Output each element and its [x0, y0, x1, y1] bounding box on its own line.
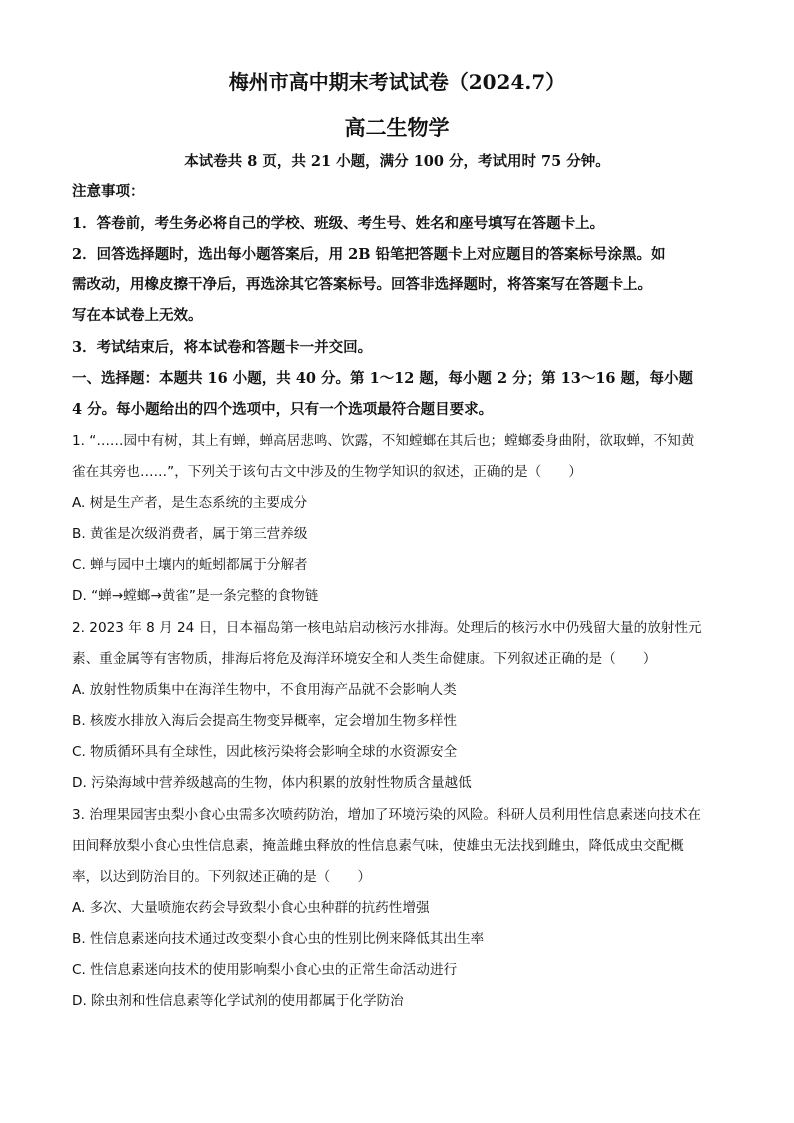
question-3-option-a: A. 多次、大量喷施农药会导致梨小食心虫种群的抗药性增强: [72, 900, 430, 916]
notice-item-1: 1．答卷前，考生务必将自己的学校、班级、考生号、姓名和座号填写在答题卡上。: [72, 215, 605, 232]
question-2-stem-line-1: 2. 2023 年 8 月 24 日，日本福岛第一核电站启动核污水排海。处理后的核污水中仍残留大量的放射性元: [72, 620, 702, 636]
notice-heading: 注意事项：: [72, 183, 145, 200]
question-3-option-d: D. 除虫剂和性信息素等化学试剂的使用都属于化学防治: [72, 993, 404, 1009]
notice-item-2-line-1: 2．回答选择题时，选出每小题答案后，用 2B 铅笔把答题卡上对应题目的答案标号涂黑。如: [72, 246, 666, 263]
question-1-option-b: B. 黄雀是次级消费者，属于第三营养级: [72, 526, 308, 542]
question-1-stem-line-2: 雀在其旁也……”，下列关于该句古文中涉及的生物学知识的叙述，正确的是（ ）: [72, 464, 583, 480]
exam-title: 梅州市高中期末考试试卷（2024.7）: [228, 70, 566, 94]
question-3-option-c: C. 性信息素迷向技术的使用影响梨小食心虫的正常生命活动进行: [72, 962, 458, 978]
question-3-stem-line-1: 3. 治理果园害虫梨小食心虫需多次喷药防治，增加了环境污染的风险。科研人员利用性信息素迷向技术在: [72, 807, 702, 823]
section-1-heading-line-1: 一、选择题：本题共 16 小题，共 40 分。第 1～12 题，每小题 2 分；第 13～16 题，每小题: [72, 370, 694, 387]
notice-item-3: 3．考试结束后，将本试卷和答题卡一并交回。: [72, 339, 373, 356]
question-2-option-b: B. 核废水排放入海后会提高生物变异概率，定会增加生物多样性: [72, 713, 457, 729]
section-1-heading-line-2: 4 分。每小题给出的四个选项中，只有一个选项最符合题目要求。: [72, 401, 494, 418]
question-1-option-a: A. 树是生产者，是生态系统的主要成分: [72, 495, 308, 511]
question-1-option-c: C. 蝉与园中土壤内的蚯蚓都属于分解者: [72, 557, 308, 573]
exam-subject: 高二生物学: [344, 115, 450, 140]
question-1-option-d: D. “蝉→螳螂→黄雀”是一条完整的食物链: [72, 588, 319, 604]
question-2-option-c: C. 物质循环具有全球性，因此核污染将会影响全球的水资源安全: [72, 744, 458, 760]
question-2-option-d: D. 污染海域中营养级越高的生物，体内积累的放射性物质含量越低: [72, 775, 472, 791]
notice-item-2-line-2: 需改动，用橡皮擦干净后，再选涂其它答案标号。回答非选择题时，将答案写在答题卡上。: [72, 276, 652, 293]
question-3-option-b: B. 性信息素迷向技术通过改变梨小食心虫的性别比例来降低其出生率: [72, 931, 485, 947]
question-2-stem-line-2: 素、重金属等有害物质，排海后将危及海洋环境安全和人类生命健康。下列叙述正确的是（ ）: [72, 651, 657, 667]
question-1-stem-line-1: 1. “……园中有树，其上有蝉，蝉高居悲鸣、饮露，不知螳螂在其后也；螳螂委身曲附，欲取蝉，不知黄: [72, 433, 695, 449]
exam-summary: 本试卷共 8 页，共 21 小题，满分 100 分，考试用时 75 分钟。: [184, 153, 610, 170]
notice-item-2-line-3: 写在本试卷上无效。: [72, 307, 203, 324]
question-3-stem-line-3: 率，以达到防治目的。下列叙述正确的是（ ）: [72, 869, 372, 885]
question-2-option-a: A. 放射性物质集中在海洋生物中，不食用海产品就不会影响人类: [72, 682, 457, 698]
question-3-stem-line-2: 田间释放梨小食心虫性信息素，掩盖雌虫释放的性信息素气味，使雄虫无法找到雌虫，降低成虫交配概: [72, 838, 684, 854]
